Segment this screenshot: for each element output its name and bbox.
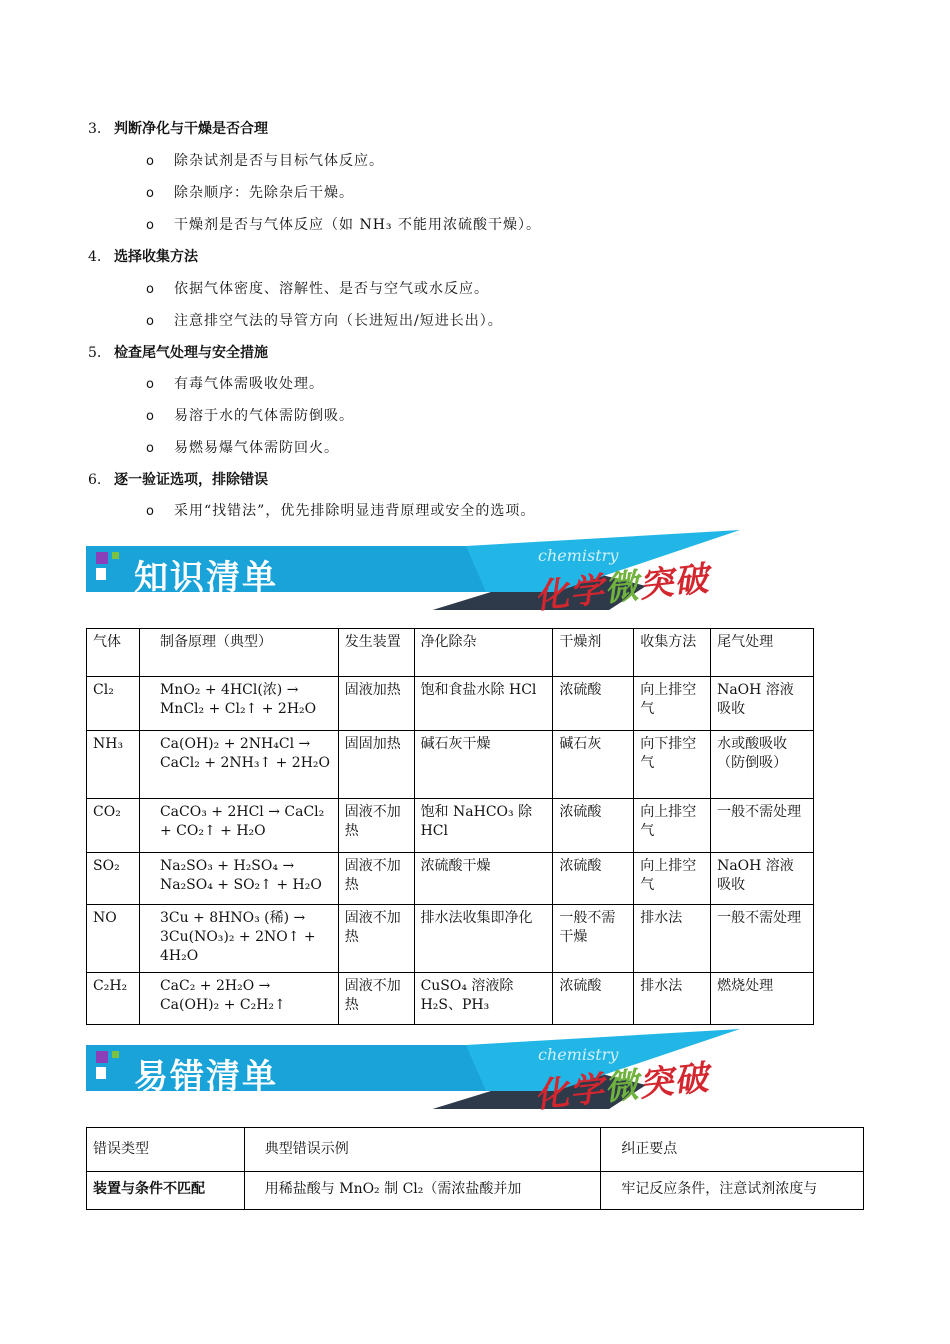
table-cell: 排水法 (634, 905, 711, 973)
table-cell: 饱和 NaHCO₃ 除 HCl (414, 799, 553, 853)
mistake-table (86, 1127, 864, 1210)
bullet-item: o 采用“找错法”，优先排除明显违背原理或安全的选项。 (146, 503, 536, 519)
table-cell: 浓硫酸 (553, 973, 634, 1025)
bullet-item: o 注意排空气法的导管方向（长进短出/短进长出）。 (146, 313, 503, 329)
table-cell: 向上排空气 (634, 853, 711, 905)
table-cell: 牢记反应条件，注意试剂浓度与 (601, 1172, 864, 1210)
gas-table (86, 628, 814, 1025)
bullet-item: o 易溶于水的气体需防倒吸。 (146, 408, 354, 424)
table-cell: 饱和食盐水除 HCl (414, 677, 553, 731)
table-cell: 一般不需干燥 (553, 905, 634, 973)
table-cell: 用稀盐酸与 MnO₂ 制 Cl₂（需浓盐酸并加 (244, 1172, 601, 1210)
table-cell: 固液不加热 (338, 799, 414, 853)
logo-square-icon (112, 552, 119, 559)
table-cell: 一般不需处理 (711, 799, 814, 853)
table-cell: 排水法 (634, 973, 711, 1025)
table-cell: 排水法收集即净化 (414, 905, 553, 973)
banner-title: 知识清单 (134, 558, 278, 598)
table-row (87, 973, 814, 1025)
header-cell: 收集方法 (634, 629, 711, 677)
table-row (87, 1172, 864, 1210)
header-cell: 错误类型 (87, 1128, 245, 1172)
logo-square-icon (96, 1067, 106, 1079)
table-cell: SO₂ (87, 853, 140, 905)
table-cell: 固液不加热 (338, 905, 414, 973)
table-header-row (87, 629, 814, 677)
table-cell: 浓硫酸 (553, 853, 634, 905)
table-cell: Ca(OH)₂ + 2NH₄Cl → CaCl₂ + 2NH₃↑ + 2H₂O (139, 731, 338, 799)
table-cell: 固液不加热 (338, 853, 414, 905)
step-title: 6. 逐一验证选项，排除错误 (88, 472, 268, 488)
header-cell: 尾气处理 (711, 629, 814, 677)
brand-logo: 化学微突破 (532, 1057, 711, 1117)
logo-square-icon (96, 1051, 108, 1063)
bullet-item: o 易燃易爆气体需防回火。 (146, 440, 339, 456)
step-title: 4. 选择收集方法 (88, 249, 198, 265)
step-title: 3. 判断净化与干燥是否合理 (88, 121, 268, 137)
table-cell: 向下排空气 (634, 731, 711, 799)
table-cell: 浓硫酸干燥 (414, 853, 553, 905)
bullet-item: o 干燥剂是否与气体反应（如 NH₃ 不能用浓硫酸干燥）。 (146, 217, 541, 233)
table-cell: 3Cu + 8HNO₃ (稀) → 3Cu(NO₃)₂ + 2NO↑ + 4H₂O (139, 905, 338, 973)
table-cell: NO (87, 905, 140, 973)
table-cell: 固液不加热 (338, 973, 414, 1025)
header-cell: 发生装置 (338, 629, 414, 677)
logo-square-icon (96, 568, 106, 580)
logo-square-icon (96, 552, 108, 564)
header-cell: 制备原理（典型） (139, 629, 338, 677)
bullet-item: o 依据气体密度、溶解性、是否与空气或水反应。 (146, 281, 489, 297)
table-cell: Cl₂ (87, 677, 140, 731)
table-cell: 浓硫酸 (553, 677, 634, 731)
bullet-item: o 除杂试剂是否与目标气体反应。 (146, 153, 384, 169)
logo-square-icon (112, 1051, 119, 1058)
knowledge-banner (86, 530, 746, 618)
table-cell: 装置与条件不匹配 (87, 1172, 245, 1210)
bullet-item: o 有毒气体需吸收处理。 (146, 376, 324, 392)
table-row (87, 905, 814, 973)
table-cell: NaOH 溶液吸收 (711, 853, 814, 905)
table-cell: C₂H₂ (87, 973, 140, 1025)
table-cell: 水或酸吸收（防倒吸） (711, 731, 814, 799)
banner-sub: chemistry (538, 1045, 619, 1064)
brand-logo: 化学微突破 (532, 558, 711, 618)
table-cell: 固固加热 (338, 731, 414, 799)
table-cell: 固液加热 (338, 677, 414, 731)
table-cell: 向上排空气 (634, 799, 711, 853)
table-row (87, 799, 814, 853)
table-cell: CO₂ (87, 799, 140, 853)
table-cell: Na₂SO₃ + H₂SO₄ → Na₂SO₄ + SO₂↑ + H₂O (139, 853, 338, 905)
table-row (87, 853, 814, 905)
table-cell: 向上排空气 (634, 677, 711, 731)
header-cell: 典型错误示例 (244, 1128, 601, 1172)
table-cell: CaC₂ + 2H₂O → Ca(OH)₂ + C₂H₂↑ (139, 973, 338, 1025)
table-cell: NaOH 溶液吸收 (711, 677, 814, 731)
header-cell: 净化除杂 (414, 629, 553, 677)
table-cell: NH₃ (87, 731, 140, 799)
header-cell: 干燥剂 (553, 629, 634, 677)
table-cell: 浓硫酸 (553, 799, 634, 853)
header-cell: 气体 (87, 629, 140, 677)
table-row (87, 731, 814, 799)
step-title: 5. 检查尾气处理与安全措施 (88, 345, 268, 361)
table-cell: MnO₂ + 4HCl(浓) → MnCl₂ + Cl₂↑ + 2H₂O (139, 677, 338, 731)
table-cell: 碱石灰 (553, 731, 634, 799)
banner-title: 易错清单 (134, 1057, 278, 1097)
table-cell: CuSO₄ 溶液除 H₂S、PH₃ (414, 973, 553, 1025)
table-header-row (87, 1128, 864, 1172)
header-cell: 纠正要点 (601, 1128, 864, 1172)
bullet-item: o 除杂顺序：先除杂后干燥。 (146, 185, 354, 201)
mistakes-banner (86, 1029, 746, 1117)
table-row (87, 677, 814, 731)
table-cell: CaCO₃ + 2HCl → CaCl₂ + CO₂↑ + H₂O (139, 799, 338, 853)
banner-sub: chemistry (538, 546, 619, 565)
table-cell: 一般不需处理 (711, 905, 814, 973)
table-cell: 碱石灰干燥 (414, 731, 553, 799)
table-cell: 燃烧处理 (711, 973, 814, 1025)
